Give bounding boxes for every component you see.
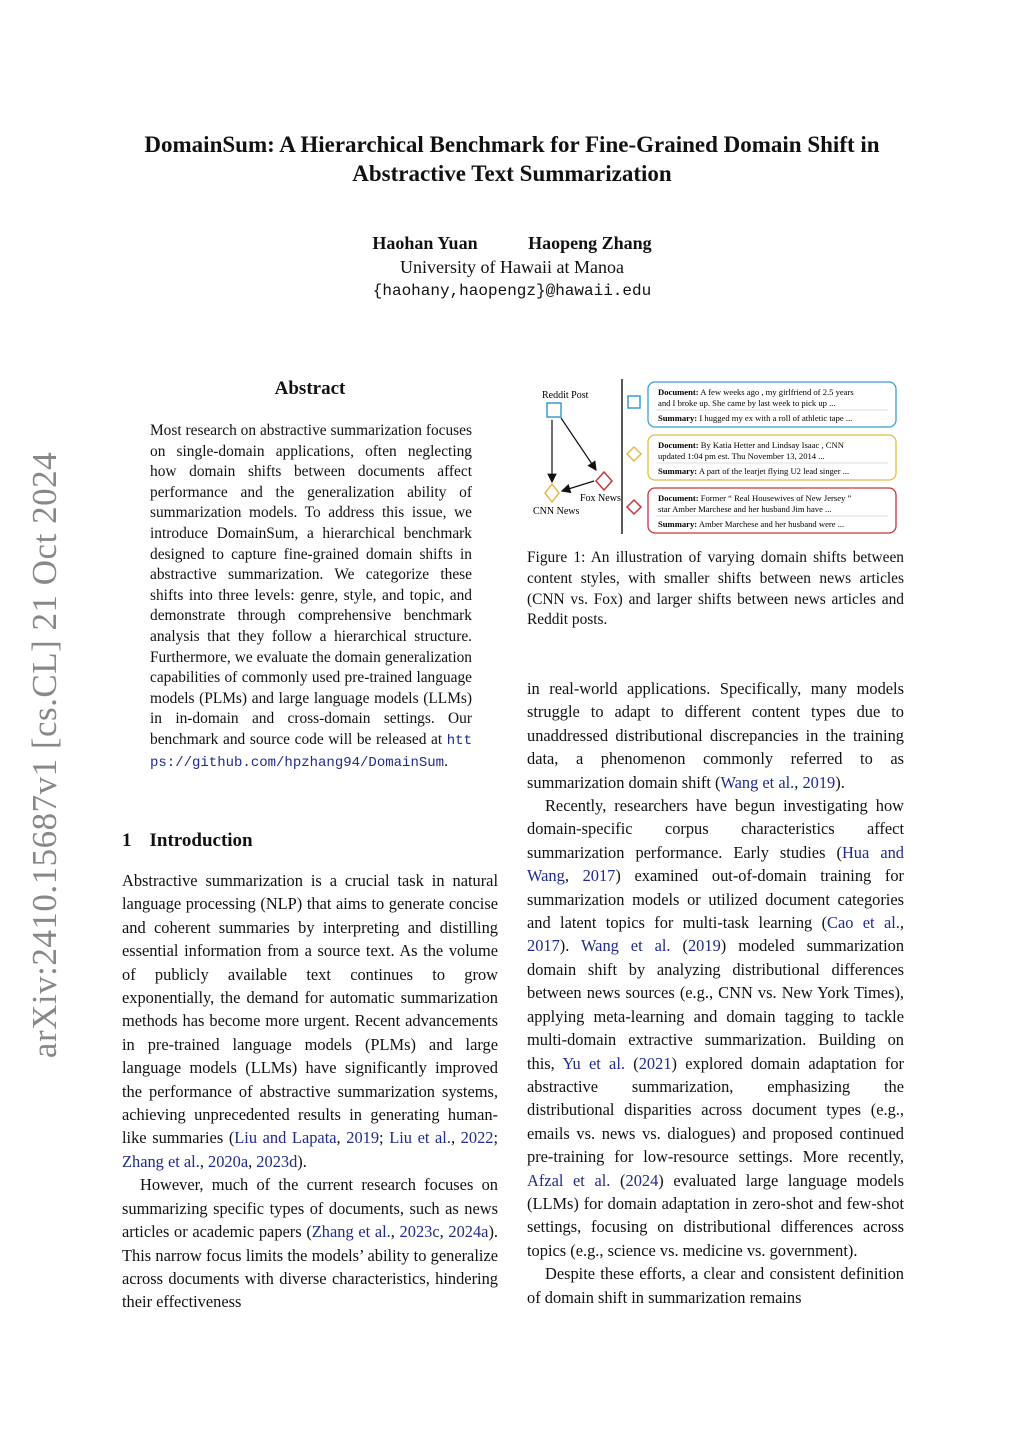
author-2: Haopeng Zhang [528, 233, 652, 253]
author-1: Haohan Yuan [372, 233, 478, 253]
citation-link[interactable]: Wang et al. [581, 936, 671, 956]
node-label-cnn: CNN News [533, 506, 580, 517]
arxiv-stamp [10, 451, 80, 1059]
abstract-text: Most research on abstractive summarization focuses on single-domain applications, often neglecting how domain shifts between documents affect performance and the generalization ability of summarization models. To address this issue, we introduce DomainSum, a hierarchical benchmark designed to capture fine-grained domain shifts in abstractive summarization. We categorize these shifts into three levels: genre, style, and topic, and demonstrate through comprehensive benchmark analysis that they follow a hierarchical structure. Furthermore, we evaluate the domain generalization capabilities of commonly used pre-trained language models (PLMs) and large language models (LLMs) in in-domain and cross-domain settings. Our benchmark and source code will be released at https://github.com/hpzhang94/DomainSum. [150, 422, 472, 771]
arrow-reddit-to-fox [561, 418, 596, 470]
svg-text:Summary: I hugged my ex with a: Summary: I hugged my ex with a roll of athletic tape ... [658, 413, 853, 423]
section-heading-introduction [122, 830, 253, 852]
abstract-body: Most research on abstractive summarization focuses on single-domain applications, often neglecting how domain shifts between documents affect performance and the generalization ability of summarization models. To address this issue, we introduce DomainSum, a hierarchical benchmark designed to capture fine-grained domain shifts in abstractive summarization. We categorize these shifts into three levels: genre, style, and topic, and demonstrate through comprehensive benchmark analysis that they follow a hierarchical structure. Furthermore, we evaluate the domain generalization capabilities of commonly used pre-trained language models (PLMs) and large language models (LLMs) in in-domain and cross-domain settings. Our benchmark and source code will be released at [150, 422, 472, 748]
intro-paragraph-3: in real-world applications. Specifically, many models struggle to adapt to different content types due to unaddressed distributional discrepancies in the training data, a phenomenon commonly referred to as summarization domain shift (Wang et al., 2019). [527, 679, 904, 792]
figure-caption: Figure 1: An illustration of varying domain shifts between content styles, with smaller shifts between news articles (CNN vs. Fox) and larger shifts between news articles and Reddit posts. [527, 549, 904, 629]
citation-link[interactable]: Afzal et al. [527, 1170, 611, 1190]
cnn-legend-diamond-icon [627, 447, 641, 461]
citation-link[interactable]: 2019 [802, 772, 836, 792]
intro-paragraph-4: Recently, researchers have begun investigating how domain-specific corpus characteristics affect summarization performance. Early studies (Hua and Wang, 2017) examined out-of-domain training for summarization models or utilized document categories and latent topics for multi-task learning (Cao et al., 2017). Wang et al. (2019) modeled summarization domain shift by analyzing distributional differences between news sources (e.g., CNN vs. New York Times), applying meta-learning and domain tagging to tackle multi-domain extractive summarization. Building on this, Yu et al. (2021) explored domain adaptation for abstractive summarization, emphasizing the distributional disparities across document types (e.g., emails vs. news vs. dialogues) and proposed continued pre-training for low-resource settings. More recently, Afzal et al. (2024) evaluated large language models (LLMs) for domain adaptation in zero-shot and few-shot settings, focusing on distributional differences across topics (e.g., science vs. medicine vs. government). [527, 796, 905, 1260]
figure-1 [528, 374, 904, 534]
citation-link[interactable]: Zhang et al. [122, 1151, 200, 1171]
author-block [110, 231, 914, 303]
code-link[interactable]: https://github.com/hpzhang94/DomainSum [150, 732, 472, 771]
citation-link[interactable]: 2024 [625, 1170, 659, 1190]
abstract-heading: Abstract [274, 378, 346, 399]
paper-title [110, 130, 914, 188]
citation-link[interactable]: 2019 [687, 936, 721, 956]
cnn-diamond-icon [545, 484, 559, 502]
svg-text:and I broke up. She came by la: and I broke up. She came by last week to pick up ... [658, 398, 836, 408]
reddit-square-icon [547, 403, 561, 417]
citation-link[interactable]: 2017 [527, 936, 560, 956]
svg-text:Summary: Amber Marchese and he: Summary: Amber Marchese and her husband were ... [658, 519, 845, 529]
node-label-fox: Fox News [580, 493, 621, 504]
section-title: Introduction [149, 830, 253, 851]
citation-link[interactable]: 2020a [208, 1151, 249, 1171]
citation-link[interactable]: 2021 [638, 1053, 672, 1073]
left-column [122, 869, 498, 1314]
author-email: {haohany,haopengz}@hawaii.edu [372, 282, 652, 300]
intro-paragraph-2: However, much of the current research focuses on summarizing specific types of documents, such as news articles or academic papers (Zhang et al., 2023c, 2024a). This narrow focus limits the models’ ability to generalize across documents with diverse characteristics, hindering their effectiveness [122, 1175, 499, 1312]
citation-link[interactable]: 2022 [460, 1128, 494, 1148]
svg-text:Document: Former “ Real Housew: Document: Former “ Real Housewives of New Jersey ” [658, 493, 852, 503]
citation-link[interactable]: 2023d [256, 1151, 298, 1171]
citation-link[interactable]: 2019 [346, 1128, 380, 1148]
citation-link[interactable]: Wang et al. [720, 772, 795, 792]
citation-link[interactable]: 2017 [582, 866, 616, 886]
title-line-2: Abstractive Text Summarization [352, 161, 672, 186]
citation-link[interactable]: 2024a [448, 1222, 489, 1242]
fox-diamond-icon [596, 472, 612, 490]
intro-paragraph-1: Abstractive summarization is a crucial task in natural language processing (NLP) that aims to generate concise and coherent summaries by interpreting and distilling essential information from a source text. As the volume of publicly available text continues to grow exponentially, the demand for automatic summarization methods has become more urgent. Recent advancements in pre-trained language models (PLMs) and large language models (LLMs) have significantly improved the performance of abstractive summarization systems, achieving unprecedented results in generating human-like summaries (Liu and Lapata, 2019; Liu et al., 2022; Zhang et al., 2020a, 2023d). [122, 871, 499, 1171]
fox-legend-diamond-icon [627, 500, 641, 514]
citation-link[interactable]: Liu et al. [389, 1128, 451, 1148]
arxiv-stamp-text: arXiv:2410.15687v1 [cs.CL] 21 Oct 2024 [25, 451, 64, 1059]
svg-text:updated 1:04 pm est. Thu Novem: updated 1:04 pm est. Thu November 13, 2014 ... [658, 451, 825, 461]
title-line-1: DomainSum: A Hierarchical Benchmark for Fine-Grained Domain Shift in [144, 132, 880, 157]
intro-paragraph-5: Despite these efforts, a clear and consistent definition of domain shift in summarization remains [527, 1264, 904, 1307]
citation-link[interactable]: Cao et al. [827, 913, 900, 933]
example-card-fox [648, 488, 896, 533]
reddit-legend-square-icon [628, 396, 640, 408]
svg-text:Document: A few weeks ago , my: Document: A few weeks ago , my girlfriend of 2.5 years [658, 387, 854, 397]
section-number: 1 [122, 830, 132, 851]
citation-link[interactable]: Zhang et al. [311, 1222, 391, 1242]
right-column [527, 677, 904, 1309]
svg-text:Document: By Katia Hetter and: Document: By Katia Hetter and Lindsay Isaac , CNN [658, 440, 844, 450]
node-label-reddit: Reddit Post [542, 390, 589, 401]
citation-link[interactable]: 2023c [399, 1222, 440, 1242]
author-names [110, 231, 914, 255]
example-card-reddit [648, 382, 896, 427]
citation-link[interactable]: Hua and Wang [527, 842, 904, 886]
svg-text:Summary: A part of the learjet: Summary: A part of the learjet flying U2 lead singer ... [658, 466, 850, 476]
svg-text:star Amber Marchese and her hu: star Amber Marchese and her husband Jim have ... [658, 504, 832, 514]
citation-link[interactable]: Yu et al. [562, 1053, 625, 1073]
arrow-fox-to-cnn [562, 481, 594, 491]
example-card-cnn [648, 435, 896, 480]
citation-link[interactable]: Liu and Lapata [234, 1128, 337, 1148]
affiliation: University of Hawaii at Manoa [400, 257, 624, 277]
